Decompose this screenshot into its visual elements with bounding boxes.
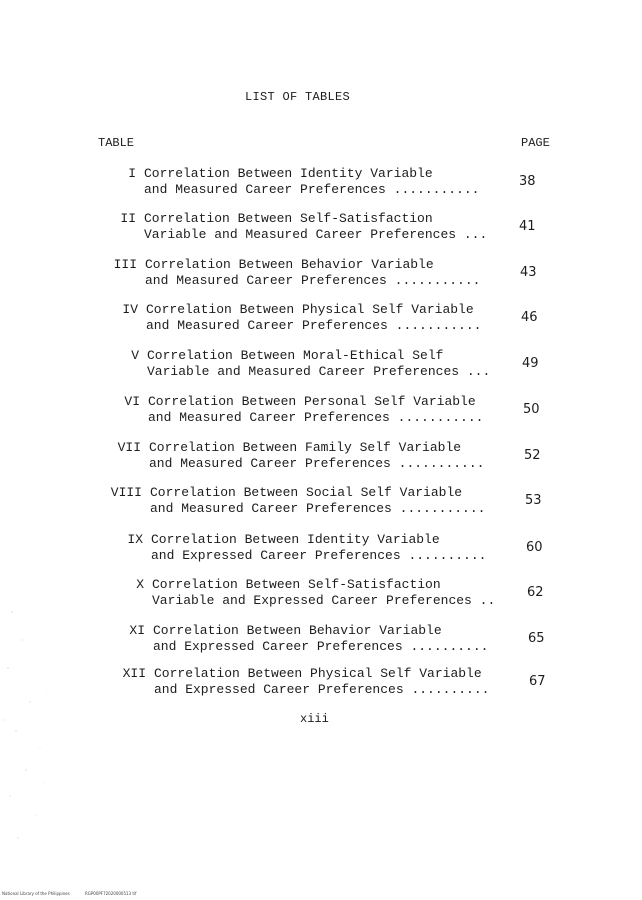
table-number: III (113, 257, 137, 272)
page-number: xiii (300, 712, 329, 726)
entry-page-number: 62 (527, 585, 544, 600)
entry-title-line: Correlation Between Behavior Variable (153, 623, 442, 638)
table-number: VIII (110, 485, 142, 500)
entry-page-number: 65 (528, 631, 545, 646)
entry-title-line: Correlation Between Physical Self Variable (146, 302, 474, 317)
table-number: VI (124, 394, 140, 409)
entry-page-number: 46 (521, 310, 538, 325)
entry-title-line: and Measured Career Preferences ........... (145, 273, 481, 288)
entry-page-number: 49 (522, 356, 539, 371)
table-column-header: TABLE (98, 136, 135, 150)
table-number: IX (127, 532, 143, 547)
entry-page-number: 53 (525, 493, 542, 508)
entry-title-line: and Measured Career Preferences ........... (144, 182, 480, 197)
table-number: V (131, 348, 139, 363)
entry-title-line: and Expressed Career Preferences .......... (154, 682, 490, 697)
archive-name: National Library of the Philippines (2, 891, 70, 896)
table-number: II (120, 211, 136, 226)
entry-title-line: Correlation Between Self-Satisfaction (144, 211, 433, 226)
entry-title-line: Correlation Between Identity Variable (144, 166, 433, 181)
table-number: XII (122, 666, 146, 681)
entry-title-line: and Expressed Career Preferences .......... (153, 639, 489, 654)
entry-title-line: Variable and Expressed Career Preferences .. (152, 593, 496, 608)
entry-title-line: Correlation Between Personal Self Variable (148, 394, 476, 409)
entry-title-line: Correlation Between Physical Self Variable (154, 666, 482, 681)
entry-title-line: and Measured Career Preferences ........... (148, 410, 484, 425)
entry-page-number: 38 (519, 174, 536, 189)
entry-title-line: Correlation Between Behavior Variable (145, 257, 434, 272)
table-number: XI (129, 623, 145, 638)
entry-title-line: Correlation Between Family Self Variable (149, 440, 462, 455)
entry-title-line: and Measured Career Preferences ........... (149, 456, 485, 471)
entry-title-line: and Measured Career Preferences ........... (150, 501, 486, 516)
entry-page-number: 52 (524, 448, 541, 463)
table-number: VII (117, 440, 141, 455)
entry-title-line: and Expressed Career Preferences .......... (151, 548, 487, 563)
entry-title-line: and Measured Career Preferences ........... (146, 318, 482, 333)
page-title: LIST OF TABLES (245, 90, 351, 104)
table-number: IV (122, 302, 138, 317)
entry-page-number: 60 (526, 540, 543, 555)
page-column-header: PAGE (521, 136, 550, 150)
entry-page-number: 41 (519, 219, 536, 234)
entry-page-number: 67 (529, 674, 546, 689)
archive-code: RGP00PF72020000513 tif (85, 891, 137, 896)
table-number: X (136, 577, 144, 592)
entry-title-line: Correlation Between Social Self Variable (150, 485, 463, 500)
archive-footer (2, 891, 136, 896)
entry-title-line: Correlation Between Self-Satisfaction (152, 577, 441, 592)
entry-title-line: Variable and Measured Career Preferences ... (147, 364, 491, 379)
entry-title-line: Variable and Measured Career Preferences ... (144, 227, 488, 242)
entry-page-number: 50 (523, 402, 540, 417)
table-number: I (128, 166, 136, 181)
entry-title-line: Correlation Between Identity Variable (151, 532, 440, 547)
entry-title-line: Correlation Between Moral-Ethical Self (147, 348, 444, 363)
entry-page-number: 43 (520, 265, 537, 280)
